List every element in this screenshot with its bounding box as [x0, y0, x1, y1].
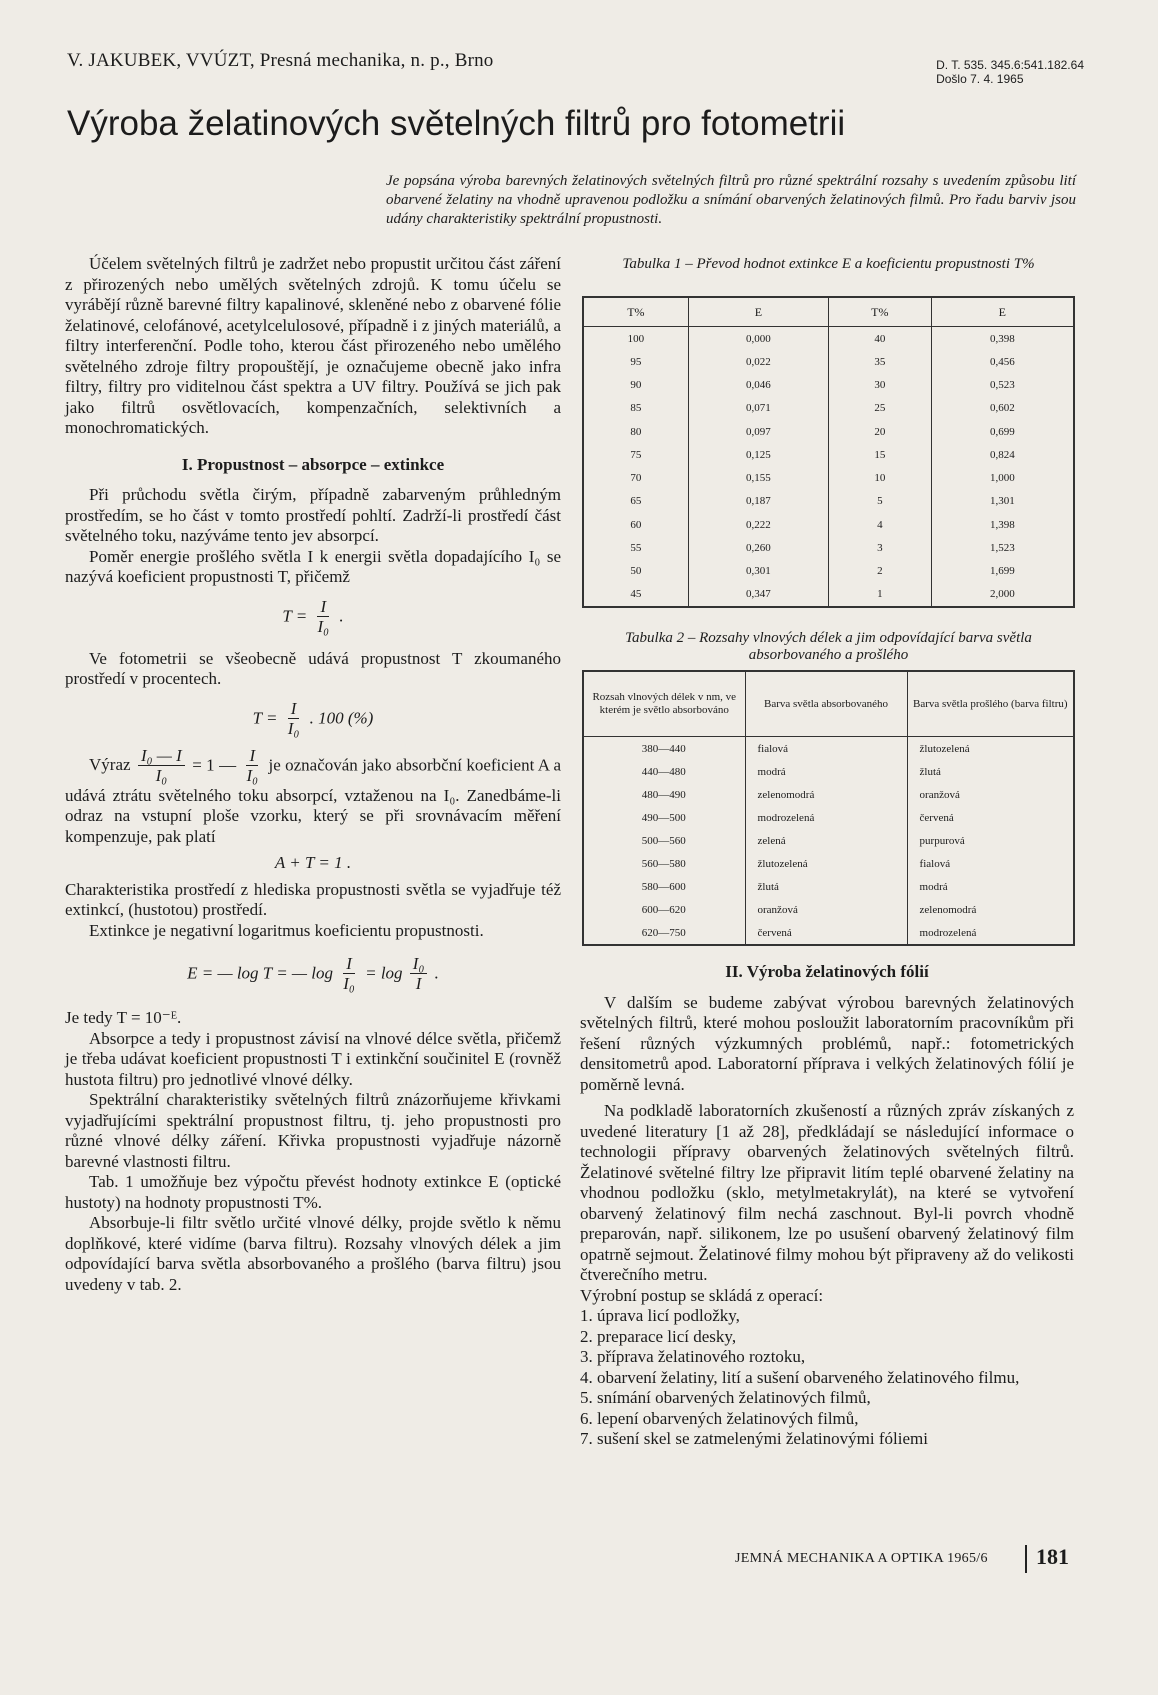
table1	[582, 296, 1075, 608]
fraction	[138, 747, 185, 786]
paragraph: Ve fotometrii se všeobecně udává propustnost T zkoumaného prostředí v procentech.	[65, 648, 561, 688]
numerator: I₀ — I	[138, 747, 185, 766]
right-column	[580, 962, 1074, 1450]
table1-cell: 1,523	[931, 536, 1074, 559]
formula-lhs: T =	[252, 707, 278, 727]
table1-cell: 0,071	[688, 397, 828, 420]
formula-percent	[65, 700, 561, 739]
paragraph: V dalším se budeme zabývat výrobou barevných želatinových světelných filtrů, které mohou posloužit laboratorním pracovníkům při řešení různých výzkumných problémů, např.: fotometrických densitometrů apod. Laboratorní příprava i velkých želatinových fólií je poměrně levná.	[580, 992, 1074, 1094]
table2-row	[583, 737, 1074, 761]
table1-cell: 0,456	[931, 350, 1074, 373]
udc-code: D. T. 535. 345.6:541.182.64	[936, 58, 1084, 72]
table1-row	[583, 583, 1074, 607]
table2-cell: žlutá	[745, 875, 907, 898]
table2-cell: purpurová	[907, 829, 1074, 852]
paragraph: Výrobní postup se skládá z operací:	[580, 1285, 824, 1305]
table1-header: T%	[828, 297, 931, 327]
table1-row	[583, 536, 1074, 559]
author-line: V. JAKUBEK, VVÚZT, Presná mechanika, n. p., Brno	[67, 50, 494, 71]
table1-cell: 35	[828, 350, 931, 373]
table1-cell: 0,155	[688, 466, 828, 489]
table2-body	[583, 737, 1074, 946]
table1-cell: 0,125	[688, 443, 828, 466]
numerator: I	[288, 700, 300, 719]
table2-cell: červená	[907, 806, 1074, 829]
fraction	[243, 747, 261, 786]
table1-row	[583, 443, 1074, 466]
paragraph: Je tedy T = 10⁻ᴱ.	[65, 1008, 182, 1027]
footer-divider	[1025, 1545, 1027, 1573]
table1-cell: 75	[630, 448, 642, 461]
table2-cell: žlutá	[907, 760, 1074, 783]
formula-end: .	[339, 605, 344, 625]
paragraph: Extinkce je negativní logaritmus koeficientu propustnosti.	[89, 920, 484, 940]
table2-cell: 480—490	[641, 788, 686, 801]
table1-cell: 90	[630, 379, 642, 392]
formula-mid: = log	[365, 963, 403, 983]
denominator: I₀	[155, 765, 168, 785]
received-date: Došlo 7. 4. 1965	[936, 72, 1024, 86]
table2-cell: modrá	[907, 875, 1074, 898]
table1-row	[583, 350, 1074, 373]
table1-cell: 0,347	[688, 583, 828, 607]
denominator: I₀	[317, 616, 330, 636]
table1-body	[583, 327, 1074, 608]
table1-cell: 0,260	[688, 536, 828, 559]
table1-cell: 0,824	[931, 443, 1074, 466]
formula-lhs: T =	[282, 605, 308, 625]
paragraph: Spektrální charakteristiky světelných filtrů znázorňujeme křivkami vyjadřujícími spektrální propustnost filtru, tj. jeho propustnosti pro různé vlnové délky záření. Křivka propustnosti vyjadřuje názorně barevné vlastnosti filtru.	[65, 1090, 561, 1171]
formula-lhs: E = — log T = — log	[187, 963, 334, 983]
udc-info	[936, 58, 1084, 86]
table1-row	[583, 513, 1074, 536]
table1-caption: Tabulka 1 – Převod hodnot extinkce E a koeficientu propustnosti T%	[622, 256, 1035, 272]
table1-row	[583, 397, 1074, 420]
article-title: Výroba želatinových světelných filtrů pro fotometrii	[67, 104, 846, 143]
fraction	[340, 955, 358, 994]
table2-row	[583, 875, 1074, 898]
denominator: I₀	[343, 974, 355, 993]
table2-cell: modrozelená	[907, 921, 1074, 945]
process-step: 4. obarvení želatiny, lití a sušení obarveného želatinového filmu,	[580, 1367, 1020, 1387]
process-step: 6. lepení obarvených želatinových filmů,	[580, 1408, 859, 1428]
table1-cell: 0,187	[688, 490, 828, 513]
table1-row	[583, 327, 1074, 351]
formula-end: .	[434, 963, 439, 983]
table1-row	[583, 420, 1074, 443]
numerator: I₀	[410, 955, 428, 974]
table1-cell: 0,022	[688, 350, 828, 373]
table2-row	[583, 921, 1074, 945]
table1-cell: 0,222	[688, 513, 828, 536]
numerator: I	[246, 747, 258, 766]
table1-cell: 85	[630, 402, 642, 415]
table2-cell: žlutozelená	[907, 737, 1074, 761]
table1-cell: 4	[828, 513, 931, 536]
table2-cell: zelenomodrá	[745, 783, 907, 806]
table2-cell: 560—580	[641, 857, 686, 870]
table2-header: Rozsah vlnových délek v nm, ve kterém je světlo absorbováno	[583, 671, 745, 737]
process-step: 1. úprava licí podložky,	[580, 1306, 740, 1325]
table1-cell: 50	[630, 564, 642, 577]
table1-header: E	[931, 297, 1074, 327]
table2-cell: zelenomodrá	[907, 898, 1074, 921]
text: je označován jako absorbční koeficient A a udává ztrátu světelného toku absorpcí, vztaženou na I₀. Zanedbáme-li odraz na vstupní ploše vzorku, který se při srovnávacím měření kompenzuje, pak platí	[65, 754, 562, 846]
process-steps	[580, 1306, 1074, 1450]
text: = 1 —	[192, 754, 237, 774]
table2-row	[583, 806, 1074, 829]
table2-row	[583, 783, 1074, 806]
table1-cell: 10	[828, 466, 931, 489]
fraction	[285, 700, 303, 739]
table1-cell: 0,000	[688, 327, 828, 351]
table2-row	[583, 898, 1074, 921]
paragraph: Při průchodu světla čirým, případně zabarveným průhledným prostředím, se ho část v tomto prostředí pohltí. Zadrží-li prostředí část světelného toku, nazýváme tento jev absorpcí.	[65, 485, 561, 545]
table2-cell: 600—620	[641, 903, 686, 916]
table2-cell: žlutozelená	[745, 852, 907, 875]
numerator: I	[317, 598, 329, 617]
table2-cell: fialová	[907, 852, 1074, 875]
table2-cell: červená	[745, 921, 907, 945]
table1-row	[583, 373, 1074, 396]
table1-cell: 0,046	[688, 373, 828, 396]
paragraph: Absorpce a tedy i propustnost závisí na vlnové délce světla, přičemž je třeba udávat koeficient propustnosti T i extinkční součinitel E (rovněž hustota filtru) pro jednotlivé vlnové délky.	[65, 1028, 561, 1089]
table1-cell: 20	[828, 420, 931, 443]
process-step: 7. sušení skel se zatmelenými želatinovými fóliemi	[580, 1429, 928, 1448]
process-step: 5. snímání obarvených želatinových filmů,	[580, 1388, 871, 1407]
table2-row	[583, 829, 1074, 852]
table2-header: Barva světla prošlého (barva filtru)	[907, 671, 1074, 737]
table2-cell: 490—500	[641, 811, 686, 824]
section-heading: I. Propustnost – absorpce – extinkce	[181, 454, 445, 474]
denominator: I	[415, 974, 422, 993]
table1-cell: 0,523	[931, 373, 1074, 396]
table1-cell: 95	[630, 355, 642, 368]
table1-cell: 5	[828, 490, 931, 513]
table2-cell: 380—440	[641, 742, 686, 755]
formula-rhs: . 100 (%)	[309, 707, 374, 727]
table2-cell: fialová	[745, 737, 907, 761]
table1-cell: 70	[630, 472, 642, 485]
table2-cell: modrozelená	[745, 806, 907, 829]
table1-cell: 40	[828, 327, 931, 351]
table1-header: T%	[583, 297, 688, 327]
table1-cell: 1,398	[931, 513, 1074, 536]
table1-cell: 0,602	[931, 397, 1074, 420]
abstract: Je popsána výroba barevných želatinových světelných filtrů pro různé spektrální rozsahy s uvedením způsobu lití obarvené želatiny na vhodně upravenou podložku a snímání obarvených želatinových filmů. Pro řadu barviv jsou udány charakteristiky spektrální propustnosti.	[386, 173, 1076, 227]
process-step: 3. příprava želatinového roztoku,	[580, 1347, 806, 1366]
table1-cell: 1,000	[931, 466, 1074, 489]
table1-row	[583, 559, 1074, 582]
table1-cell: 65	[630, 495, 642, 508]
table1-cell: 1	[828, 583, 931, 607]
table2-cell: 580—600	[641, 880, 686, 893]
table1-row	[583, 466, 1074, 489]
table2-cell: modrá	[745, 760, 907, 783]
journal-footer: JEMNÁ MECHANIKA A OPTIKA 1965/6	[735, 1551, 988, 1566]
fraction	[315, 598, 333, 637]
table1-cell: 45	[630, 588, 642, 601]
formula-sum: A + T = 1 .	[274, 853, 352, 872]
table2-cell: 620—750	[641, 926, 686, 939]
section-heading: II. Výroba želatinových fólií	[725, 962, 929, 981]
table2-row	[583, 760, 1074, 783]
paragraph: Na podkladě laboratorních zkušeností a různých zpráv získaných z uvedené literatury [1 až 28], předkládají se následující informace o technologii přípravy obarvených želatinových světelných filtrů. Želatinové světelné filtry lze připravit litím teplé obarvené želatiny na vhodnou podložku (sklo, metylmetakrylát), na které se vytvoření obarvený želatinový film nechá zaschnout. Byl-li povrch vhodně preparován, např. silikonem, lze po usušení obarvený želatinový film opatrně sejmout. Želatinové filmy mohou být připraveny až do velikosti čtverečního metru.	[580, 1101, 1074, 1284]
table1-cell: 55	[630, 541, 642, 554]
table1-cell: 25	[828, 397, 931, 420]
table1-cell: 0,699	[931, 420, 1074, 443]
table1-cell: 0,398	[931, 327, 1074, 351]
paragraph: Účelem světelných filtrů je zadržet nebo propustit určitou část záření z přirozených nebo umělých světelných zdrojů. K tomu účelu se vyrábějí různě barevné filtry kapalinové, skleněné nebo z obarvené fólie želatinové, celofánové, acetylcelulosové, případně i z jiných materiálů, a filtry interferenční. Podle toho, kterou část přirozeného nebo umělého světelného zdroje filtry propouštějí, je označujeme obecně jako infra filtry, filtry pro viditelnou část spektra a UV filtry. Používá se jich pak jako filtrů osvětlovacích, kompenzačních, selektivních a monochromatických.	[65, 254, 561, 437]
left-column	[65, 254, 561, 1295]
table1-cell: 30	[828, 373, 931, 396]
table1-cell: 1,699	[931, 559, 1074, 582]
denominator: I₀	[287, 718, 300, 738]
paragraph: Poměr energie prošlého světla I k energii světla dopadajícího I₀ se nazývá koeficient propustnosti T, přičemž	[65, 546, 561, 586]
table1-header: E	[688, 297, 828, 327]
table2-row	[583, 852, 1074, 875]
fraction	[410, 955, 428, 994]
table2-cell: oranžová	[907, 783, 1074, 806]
process-step: 2. preparace licí desky,	[580, 1326, 737, 1346]
table1-cell: 60	[630, 518, 642, 531]
table1-row	[583, 490, 1074, 513]
table1-cell: 1,301	[931, 490, 1074, 513]
table2-cell: 500—560	[641, 834, 686, 847]
paragraph-absorption	[65, 747, 561, 848]
table1-cell: 3	[828, 536, 931, 559]
table2-cell: zelená	[745, 829, 907, 852]
text: Výraz	[89, 754, 131, 774]
table2-header: Barva světla absorbovaného	[745, 671, 907, 737]
table1-cell: 15	[828, 443, 931, 466]
table1-cell: 100	[627, 332, 645, 345]
paragraph: Absorbuje-li filtr světlo určité vlnové délky, projde světlo k němu doplňkové, které vidíme (barva filtru). Rozsahy vlnových délek a jim odpovídající barva světla absorbovaného a prošlého (barva filtru) jsou uvedeny v tab. 2.	[65, 1213, 561, 1294]
table1-cell: 2,000	[931, 583, 1074, 607]
table1-cell: 0,301	[688, 559, 828, 582]
formula-transmittance	[65, 598, 561, 637]
table2	[582, 670, 1075, 946]
paragraph: Charakteristika prostředí z hlediska propustnosti světla se vyjadřuje též extinkcí, (hustotou) prostředí.	[65, 879, 561, 919]
table1-cell: 0,097	[688, 420, 828, 443]
table2-cell: oranžová	[745, 898, 907, 921]
table1-cell: 2	[828, 559, 931, 582]
formula-extinction	[65, 955, 561, 994]
denominator: I₀	[246, 765, 259, 785]
paragraph: Tab. 1 umožňuje bez výpočtu převést hodnoty extinkce E (optické hustoty) na hodnoty propustnosti T%.	[65, 1172, 561, 1212]
table2-cell: 440—480	[641, 765, 686, 778]
table2-caption: Tabulka 2 – Rozsahy vlnových délek a jim odpovídající barva světla absorbovaného a prošlého	[625, 630, 1032, 663]
page-number: 181	[1036, 1544, 1069, 1569]
table1-cell: 80	[630, 425, 642, 438]
numerator: I	[343, 955, 355, 974]
